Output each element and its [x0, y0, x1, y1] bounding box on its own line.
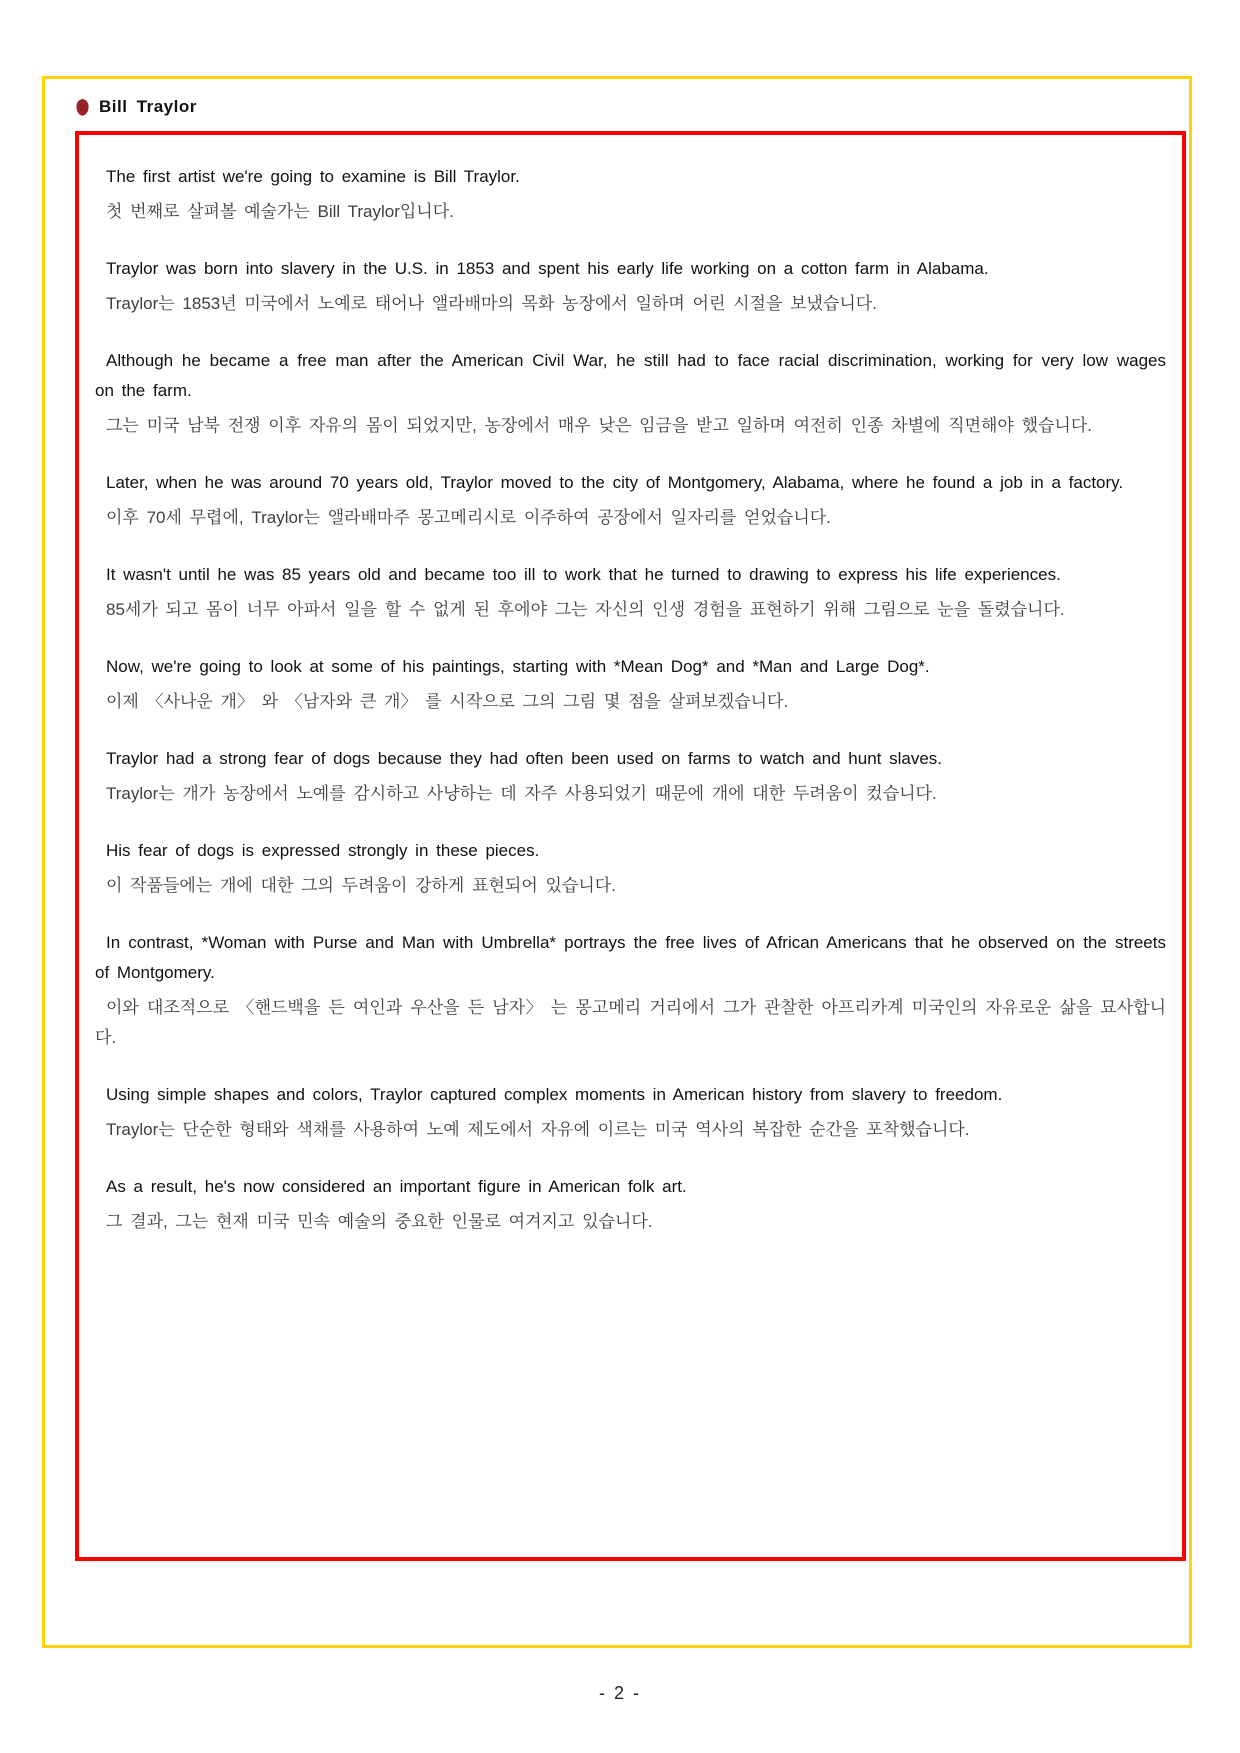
- korean-translation: 이와 대조적으로 〈핸드백을 든 여인과 우산을 든 남자〉 는 몽고메리 거리에서 그가 관찰한 아프리카계 미국인의 자유로운 삶을 묘사합니다.: [95, 998, 1166, 1047]
- english-sentence: Now, we're going to look at some of his paintings, starting with *Mean Dog* and *Man and Large Dog*.: [106, 657, 930, 676]
- korean-translation: Traylor는 개가 농장에서 노예를 감시하고 사냥하는 데 자주 사용되었기 때문에 개에 대한 두려움이 컸습니다.: [106, 784, 937, 803]
- paragraph-pair: [95, 1080, 1166, 1145]
- transcript-box: [75, 131, 1186, 1561]
- english-sentence: As a result, he's now considered an important figure in American folk art.: [106, 1177, 687, 1196]
- paragraph-pair: [95, 928, 1166, 1053]
- page-title: Bill Traylor: [99, 97, 197, 116]
- paragraph-pair: [95, 1172, 1166, 1237]
- english-sentence: The first artist we're going to examine is Bill Traylor.: [106, 167, 520, 186]
- korean-translation: 이제 〈사나운 개〉 와 〈남자와 큰 개〉 를 시작으로 그의 그림 몇 점을 살펴보겠습니다.: [106, 692, 789, 711]
- english-sentence: It wasn't until he was 85 years old and became too ill to work that he turned to drawing to express his life experiences.: [106, 565, 1061, 584]
- paragraph-pair: [95, 560, 1166, 625]
- english-sentence: Using simple shapes and colors, Traylor captured complex moments in American history from slavery to freedom.: [106, 1085, 1003, 1104]
- english-sentence: Later, when he was around 70 years old, Traylor moved to the city of Montgomery, Alabama, where he found a job in a factory.: [106, 473, 1124, 492]
- korean-translation: 이후 70세 무렵에, Traylor는 앨라배마주 몽고메리시로 이주하여 공장에서 일자리를 얻었습니다.: [106, 508, 831, 527]
- korean-translation: 첫 번째로 살펴볼 예술가는 Bill Traylor입니다.: [106, 202, 454, 221]
- page-number: - 2 -: [598, 1683, 641, 1703]
- english-sentence: Traylor had a strong fear of dogs because they had often been used on farms to watch and hunt slaves.: [106, 749, 943, 768]
- paragraph-pair: [95, 652, 1166, 717]
- paragraph-pair: [95, 346, 1166, 441]
- korean-translation: Traylor는 단순한 형태와 색채를 사용하여 노예 제도에서 자유에 이르는 미국 역사의 복잡한 순간을 포착했습니다.: [106, 1120, 970, 1139]
- section-header: [75, 97, 197, 117]
- english-sentence: Although he became a free man after the American Civil War, he still had to face racial discrimination, working for very low wages on the farm.: [95, 351, 1166, 400]
- korean-translation: 그 결과, 그는 현재 미국 민속 예술의 중요한 인물로 여겨지고 있습니다.: [106, 1212, 653, 1231]
- strawberry-bullet-icon: [75, 98, 90, 117]
- paragraph-pair: [95, 162, 1166, 227]
- paragraph-pair: [95, 468, 1166, 533]
- english-sentence: In contrast, *Woman with Purse and Man with Umbrella* portrays the free lives of African Americans that he observed on the streets of Montgomery.: [95, 933, 1166, 982]
- english-sentence: His fear of dogs is expressed strongly in these pieces.: [106, 841, 540, 860]
- korean-translation: Traylor는 1853년 미국에서 노예로 태어나 앨라배마의 목화 농장에서 일하며 어린 시절을 보냈습니다.: [106, 294, 877, 313]
- korean-translation: 그는 미국 남북 전쟁 이후 자유의 몸이 되었지만, 농장에서 매우 낮은 임금을 받고 일하며 여전히 인종 차별에 직면해야 했습니다.: [106, 416, 1092, 435]
- paragraph-pair: [95, 744, 1166, 809]
- paragraph-pair: [95, 254, 1166, 319]
- english-sentence: Traylor was born into slavery in the U.S. in 1853 and spent his early life working on a cotton farm in Alabama.: [106, 259, 989, 278]
- korean-translation: 85세가 되고 몸이 너무 아파서 일을 할 수 없게 된 후에야 그는 자신의 인생 경험을 표현하기 위해 그림으로 눈을 돌렸습니다.: [106, 600, 1065, 619]
- paragraph-pair: [95, 836, 1166, 901]
- korean-translation: 이 작품들에는 개에 대한 그의 두려움이 강하게 표현되어 있습니다.: [106, 876, 616, 895]
